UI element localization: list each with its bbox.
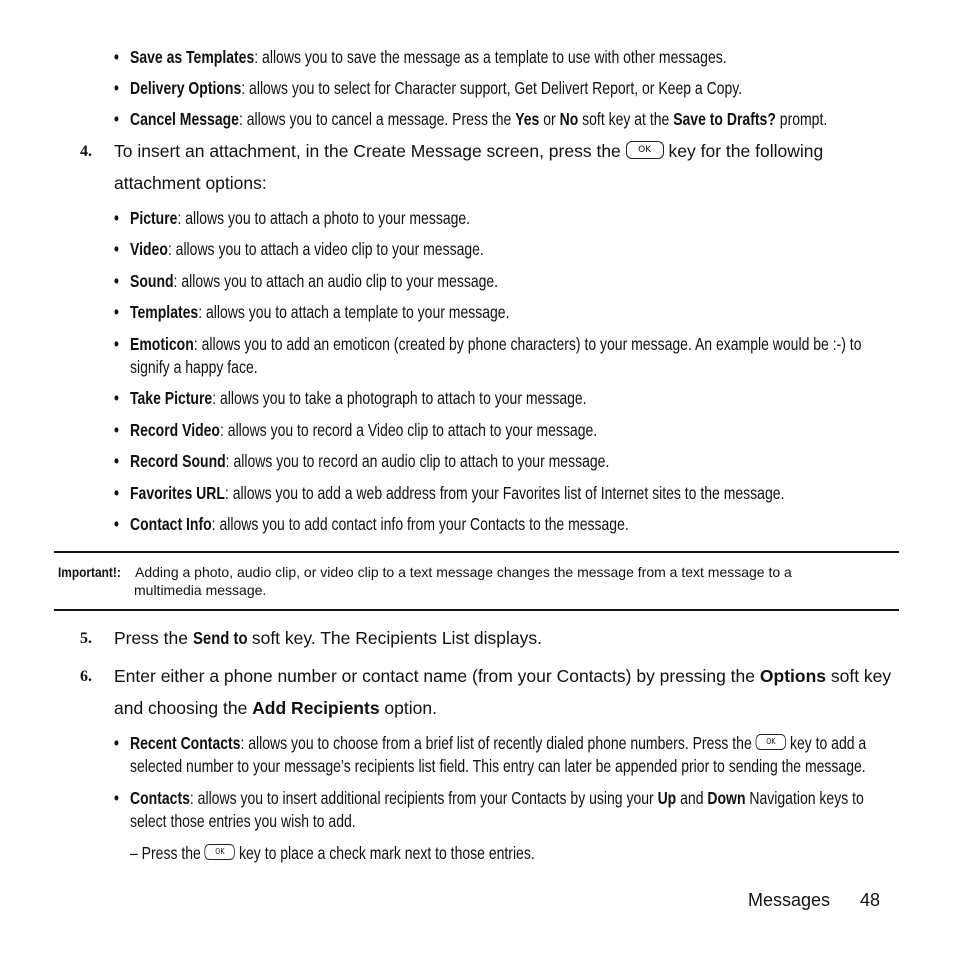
bullet-term: Video xyxy=(130,239,168,259)
bullet-dot: • xyxy=(114,420,119,440)
send-to-softkey: Send to xyxy=(192,628,248,648)
important-text-continued: multimedia message. xyxy=(134,582,267,598)
bullet-record-sound xyxy=(114,450,738,473)
bullet-term: Contact Info xyxy=(130,514,212,534)
bullet-term: Record Sound xyxy=(130,451,226,471)
bullet-desc-or: or xyxy=(539,109,560,129)
bullet-sound xyxy=(114,270,738,293)
bullet-dot: • xyxy=(114,514,119,534)
step-text: soft key. The Recipients List displays. xyxy=(246,628,543,648)
bullet-desc: : allows you to attach a photo to your message. xyxy=(177,208,471,228)
bullet-take-picture xyxy=(114,387,738,410)
bullet-recent-contacts xyxy=(114,732,867,778)
bullet-term: Save as Templates xyxy=(130,47,255,67)
bullet-desc: : allows you to add a web address from your Favorites list of Internet sites to the message. xyxy=(224,483,785,503)
bullet-templates xyxy=(114,301,738,324)
bullet-emoticon xyxy=(114,333,862,379)
sub-text: key to place a check mark next to those entries. xyxy=(239,843,535,863)
bullet-desc: soft key at the xyxy=(578,109,674,129)
bullet-desc: : allows you to attach a video clip to your message. xyxy=(167,239,484,259)
down-key: Down xyxy=(707,788,746,808)
step-number-6: 6. xyxy=(80,668,92,685)
bullet-desc: : allows you to take a photograph to attach to your message. xyxy=(212,388,587,408)
ok-key-icon: OK xyxy=(756,734,786,750)
step-6-text xyxy=(114,660,904,724)
step-text: and choosing the xyxy=(114,698,253,718)
bullet-desc: prompt. xyxy=(775,109,828,129)
bullet-term: Recent Contacts xyxy=(130,733,241,753)
bullet-dot: • xyxy=(114,388,119,408)
save-to-drafts-prompt: Save to Drafts? xyxy=(673,109,776,129)
bullet-desc: Navigation keys to xyxy=(745,788,864,808)
bullet-dot: • xyxy=(114,733,119,753)
ok-key-icon: OK xyxy=(626,141,664,159)
bullet-cancel-message xyxy=(114,108,828,131)
bullet-term: Delivery Options xyxy=(130,78,242,98)
step-4-text xyxy=(114,135,904,199)
bullet-desc: : allows you to cancel a message. Press the xyxy=(238,109,516,129)
step-text: To insert an attachment, in the Create Message screen, press the xyxy=(114,141,621,161)
bullet-dot: • xyxy=(114,451,119,471)
bullet-desc: key to add a xyxy=(789,733,867,753)
sub-item-check-mark xyxy=(130,842,535,865)
bullet-desc-continued: selected number to your message’s recipients list field. This entry can later be appended prior to sending the message. xyxy=(130,756,866,776)
bullet-desc: : allows you to add contact info from your Contacts to the message. xyxy=(211,514,629,534)
bullet-desc-continued: select those entries you wish to add. xyxy=(130,811,356,831)
bullet-term: Picture xyxy=(130,208,178,228)
bullet-term: Cancel Message xyxy=(130,109,239,129)
bullet-desc-and: and xyxy=(676,788,708,808)
bullet-dot: • xyxy=(114,483,119,503)
sub-text: Press the xyxy=(137,843,201,863)
bullet-dot: • xyxy=(114,208,119,228)
bullet-dot: • xyxy=(114,271,119,291)
page-number: 48 xyxy=(860,890,881,910)
step-text: soft key xyxy=(826,666,892,686)
step-text: Press the xyxy=(114,628,193,648)
bullet-record-video xyxy=(114,419,738,442)
bullet-desc: : allows you to add an emoticon (created by phone characters) to your message. An example would be :-) to xyxy=(193,334,862,354)
bullet-desc: : allows you to attach an audio clip to your message. xyxy=(173,271,499,291)
step-number-5: 5. xyxy=(80,630,92,647)
bullet-term: Emoticon xyxy=(130,334,194,354)
bullet-desc: : allows you to record an audio clip to attach to your message. xyxy=(225,451,610,471)
bullet-desc: : allows you to insert additional recipients from your Contacts by using your xyxy=(189,788,658,808)
step-number-4: 4. xyxy=(80,143,92,160)
bullet-video xyxy=(114,238,738,261)
important-text: Adding a photo, audio clip, or video clip to a text message changes the message from a text message to a xyxy=(131,564,792,580)
bullet-contacts xyxy=(114,787,864,833)
bullet-favorites-url xyxy=(114,482,785,505)
bullet-desc: : allows you to record a Video clip to attach to your message. xyxy=(220,420,598,440)
bullet-contact-info xyxy=(114,513,738,536)
add-recipients-option: Add Recipients xyxy=(252,698,380,718)
bullet-desc: : allows you to select for Character support, Get Delivert Report, or Keep a Copy. xyxy=(241,78,743,98)
important-note xyxy=(58,563,898,599)
step-5-text xyxy=(114,622,904,654)
bullet-term: Templates xyxy=(130,302,199,322)
bullet-dot: • xyxy=(114,334,119,354)
bullet-term: Favorites URL xyxy=(130,483,225,503)
bullet-save-as-templates xyxy=(114,46,738,69)
yes-softkey: Yes xyxy=(515,109,540,129)
no-softkey: No xyxy=(559,109,579,129)
step-text: option. xyxy=(379,698,437,718)
bullet-term: Take Picture xyxy=(130,388,213,408)
bullet-dot: • xyxy=(114,302,119,322)
bullet-desc-continued: signify a happy face. xyxy=(130,357,258,377)
bullet-dot: • xyxy=(114,47,119,67)
bullet-picture xyxy=(114,207,738,230)
ok-key-icon: OK xyxy=(205,844,235,860)
bullet-desc: : allows you to save the message as a template to use with other messages. xyxy=(254,47,727,67)
up-key: Up xyxy=(657,788,677,808)
bullet-dot: • xyxy=(114,78,119,98)
bullet-term: Sound xyxy=(130,271,174,291)
bullet-term: Record Video xyxy=(130,420,220,440)
important-top-rule xyxy=(54,551,899,553)
bullet-dot: • xyxy=(114,239,119,259)
important-label: Important!: xyxy=(58,564,121,580)
bullet-term: Contacts xyxy=(130,788,190,808)
bullet-delivery-options xyxy=(114,77,743,100)
step-text: attachment options: xyxy=(114,173,267,193)
bullet-desc: : allows you to choose from a brief list of recently dialed phone numbers. Press the xyxy=(240,733,752,753)
important-bottom-rule xyxy=(54,609,899,611)
dash: – xyxy=(130,843,138,863)
options-softkey: Options xyxy=(759,666,826,686)
page-footer xyxy=(748,888,880,912)
bullet-desc: : allows you to attach a template to your message. xyxy=(198,302,510,322)
step-text: Enter either a phone number or contact name (from your Contacts) by pressing the xyxy=(114,666,760,686)
step-text: key for the following xyxy=(668,141,824,161)
bullet-dot: • xyxy=(114,109,119,129)
section-name: Messages xyxy=(748,890,831,910)
bullet-dot: • xyxy=(114,788,119,808)
